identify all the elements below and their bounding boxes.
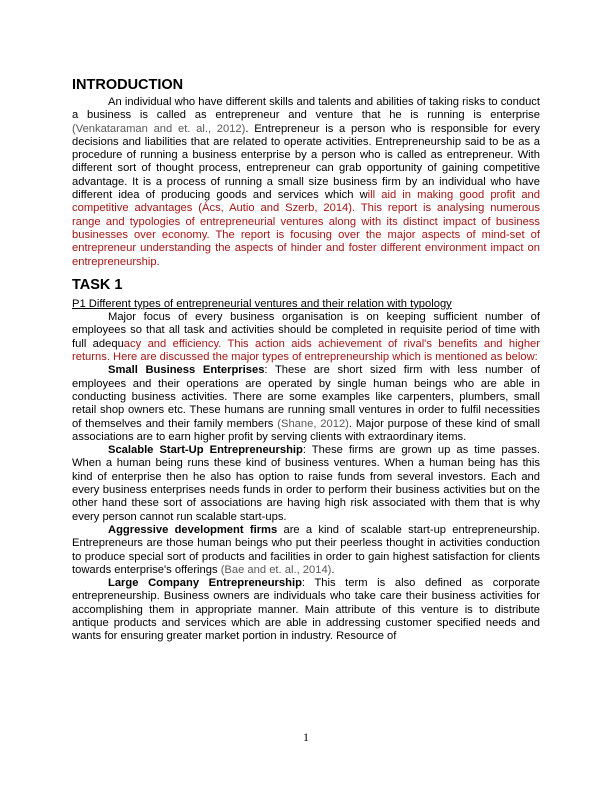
scalable-startup-text: : These firms are grown up as time passes. When a human being runs these kind of business ventures. When a human being has this kind of enterprise then he also has option to raise funds from several investors. Each and every business enterprises needs funds in order to perform their business activities but on the other hand these sort of associations are having high risk associated with them that is why every person cannot run scalable start-ups. [72, 444, 540, 523]
intro-paragraph [72, 96, 540, 269]
small-business-text: : These are short sized firm with less number of employees and their operations are operated by single human beings who are able in conducting business activities. There are some examples like carpenters, plumbers, small retail shop owners etc. These humans are running small ventures in order to fulfil necessities of themselves and their family members [72, 364, 540, 430]
aggressive-development-text-2: . [331, 563, 335, 576]
small-business-citation: (Shane, 2012) [277, 417, 349, 430]
intro-heading: INTRODUCTION [72, 77, 184, 93]
aggressive-development-text: are a kind of scalable start-up entrepreneurship. Entrepreneurs are those human beings who put their peerless thought in activities conduction to produce special sort of products and facilities in order to gain highest satisfaction for clients towards enterprise's offerings [72, 523, 540, 576]
task1-subheading: P1 Different types of entrepreneurial ventures and their relation with typology [72, 297, 452, 310]
task1-intro-text: Major focus of every business organisation is on keeping sufficient number of employees so that all task and activities should be completed in requisite period of time with full adequ [72, 311, 540, 350]
large-company-text: : This term is also defined as corporate entrepreneurship. Business owners are individuals who take care their business activities for accomplishing them in appropriate manner. Main attribute of this venture is to distribute antique products and services which are able in addressing customer specified needs and wants for ensuring greater market portion in industry. Resource of [72, 577, 541, 643]
aggressive-development-term: Aggressive development firms [108, 523, 278, 536]
task1-intro-highlight: acy and efficiency. This action aids achievement of rival's benefits and higher returns. Here are discussed the major types of entrepreneurship which is mentioned as below: [72, 337, 540, 364]
intro-text-highlight: ill aid in making good profit and competitive advantages (Ács, Autio and Szerb, 2014). This report is analysing numerous range and typologies of entrepreneurial ventures along with its distinct impact of business businesses over economy. The report is focusing over the major aspects of mind-set of entrepreneur understanding the aspects of hinder and foster different environment impact on entrepreneurship. [72, 189, 540, 268]
small-business-text-2: . Major purpose of these kind of small associations are to earn higher profit by serving clients with extraordinary items. [72, 417, 540, 443]
task1-heading: TASK 1 [72, 276, 123, 293]
aggressive-development-citation: (Bae and et. al., 2014) [220, 563, 332, 576]
page-number: 1 [303, 730, 309, 744]
intro-citation: (Venkataraman and et. al., 2012) [72, 122, 246, 135]
intro-text-b: . Entrepreneur is a person who is responsible for every decisions and liabilities that are related to operate activities. Entrepreneurship said to be as a procedure of running a business enterprise by a person who is called as entrepreneur. With different sort of thought process, entrepreneur can grab opportunity of gaining competitive advantage. It is a process of running a small size business firm by an individual who have different idea of producing goods and services which w [72, 122, 540, 202]
small-business-paragraph [72, 364, 540, 444]
large-company-term: Large Company Entrepreneurship [108, 577, 302, 590]
large-company-paragraph [72, 577, 540, 643]
intro-text-a: An individual who have different skills and talents and abilities of taking risks to conduct a business is called as entrepreneur and venture that he is running is enterprise [72, 96, 540, 122]
task1-intro-paragraph [72, 311, 540, 364]
scalable-startup-paragraph [72, 444, 540, 524]
document-page [72, 76, 540, 644]
small-business-term: Small Business Enterprises [108, 364, 265, 377]
scalable-startup-term: Scalable Start-Up Entrepreneurship [108, 444, 303, 457]
aggressive-development-paragraph [72, 524, 540, 577]
